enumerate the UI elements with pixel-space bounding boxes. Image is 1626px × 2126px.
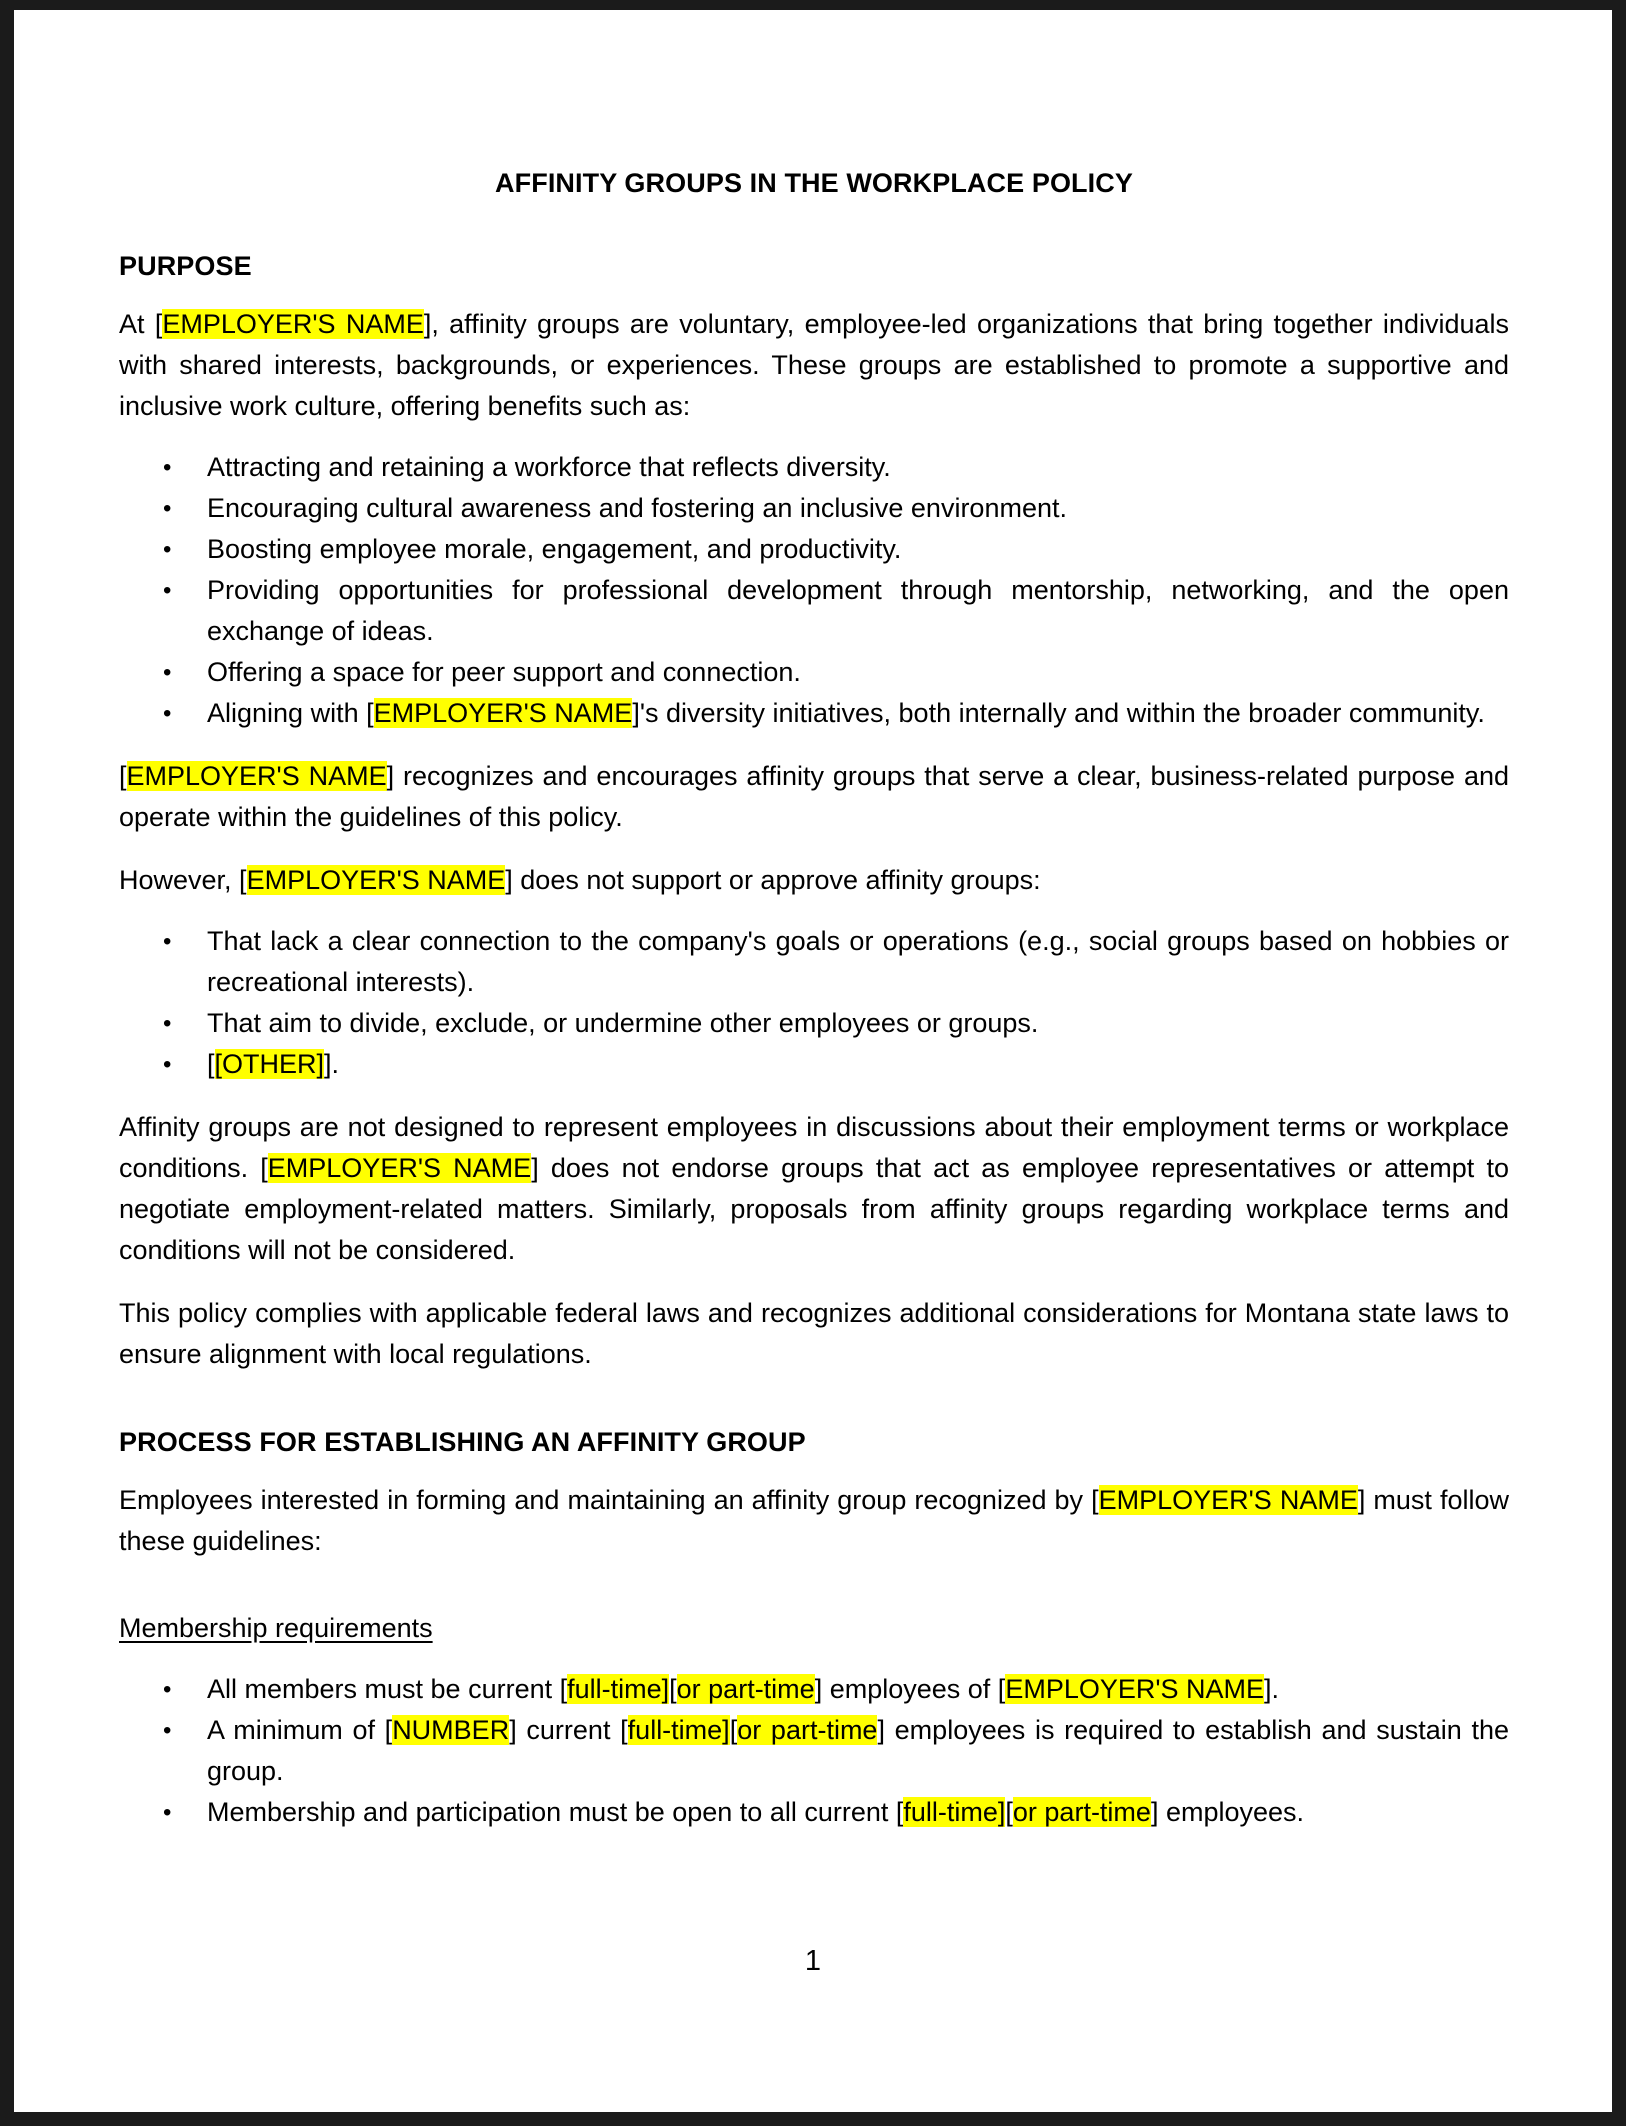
however-after: ] does not support or approve affinity groups: (505, 865, 1041, 895)
list-item (119, 1792, 1509, 1833)
compliance-paragraph: This policy complies with applicable federal laws and recognizes additional considerations for Montana state laws to ensure alignment with local regulations. (119, 1298, 1509, 1369)
membership-part-3: ] employees. (1150, 1797, 1305, 1827)
document-page (14, 10, 1612, 2112)
placeholder-employer-name: EMPLOYER'S NAME (162, 309, 424, 339)
list-item (119, 1003, 1509, 1044)
membership-requirements-list (119, 1649, 1509, 1833)
placeholder-full-time: full-time] (627, 1715, 730, 1745)
list-item (119, 1044, 1509, 1085)
section-heading-process: PROCESS FOR ESTABLISHING AN AFFINITY GROUP (119, 1427, 806, 1457)
process-intro-before: Employees interested in forming and maintaining an affinity group recognized by [ (119, 1485, 1099, 1515)
placeholder-other: [OTHER] (214, 1049, 325, 1079)
exclusions-list (119, 901, 1509, 1085)
membership-part-2: [ (1005, 1797, 1013, 1827)
not-designed-after: ] does not endorse groups that act as employee representatives or attempt to negotiate employment-related matters. Similarly, proposals from affinity groups regarding workplace terms and conditions will not be considered. (119, 1153, 1509, 1265)
membership-part-1: Membership and participation must be open to all current [ (207, 1797, 904, 1827)
exclusion-text: That lack a clear connection to the company's goals or operations (e.g., social groups based on hobbies or recreational interests). (207, 926, 1509, 997)
placeholder-employer-name: EMPLOYER'S NAME (246, 865, 506, 895)
section-heading-purpose: PURPOSE (119, 251, 252, 281)
document-content (119, 10, 1509, 1833)
however-paragraph (119, 838, 1509, 901)
purpose-intro-after: ], affinity groups are voluntary, employee-led organizations that bring together individuals with shared interests, backgrounds, or experiences. These groups are established to promote a supportive and inclusive work culture, offering benefits such as: (119, 309, 1510, 421)
benefit-text: Providing opportunities for professional development through mentorship, networking, and the open exchange of ideas. (207, 575, 1509, 646)
not-designed-paragraph (119, 1085, 1509, 1271)
recognizes-paragraph (119, 734, 1509, 838)
document-title: AFFINITY GROUPS IN THE WORKPLACE POLICY (495, 168, 1133, 198)
list-item (119, 488, 1509, 529)
list-item (119, 447, 1509, 488)
benefits-list (119, 427, 1509, 734)
page-number: 1 (804, 1945, 822, 1977)
process-intro-paragraph (119, 1458, 1509, 1562)
placeholder-full-time: full-time] (903, 1797, 1006, 1827)
placeholder-number: NUMBER (392, 1715, 510, 1745)
placeholder-employer-name: EMPLOYER'S NAME (373, 698, 633, 728)
list-item (119, 921, 1509, 1003)
placeholder-full-time: full-time] (567, 1674, 670, 1704)
benefit-text: Boosting employee morale, engagement, and productivity. (207, 534, 902, 564)
benefit-before: Aligning with [ (207, 698, 374, 728)
list-item (119, 570, 1509, 652)
placeholder-or-part-time: or part-time (676, 1674, 815, 1704)
placeholder-employer-name: EMPLOYER'S NAME (267, 1153, 532, 1183)
benefit-text: Offering a space for peer support and connection. (207, 657, 801, 687)
purpose-intro-paragraph (119, 282, 1509, 427)
list-item (119, 1710, 1509, 1792)
membership-part-2: ] current [ (509, 1715, 628, 1745)
placeholder-employer-name: EMPLOYER'S NAME (1098, 1485, 1358, 1515)
list-item (119, 693, 1509, 734)
membership-part-4: ]. (1264, 1674, 1280, 1704)
benefit-after: ]'s diversity initiatives, both internally and within the broader community. (632, 698, 1485, 728)
process-intro-after: ] must follow these guidelines: (119, 1485, 1509, 1556)
however-before: However, [ (119, 865, 247, 895)
membership-part-1: All members must be current [ (207, 1674, 568, 1704)
membership-requirements-heading-wrap (119, 1562, 1509, 1649)
placeholder-or-part-time: or part-time (737, 1715, 878, 1745)
exclusion-text: That aim to divide, exclude, or undermine other employees or groups. (207, 1008, 1039, 1038)
benefit-text: Attracting and retaining a workforce that reflects diversity. (207, 452, 891, 482)
membership-part-1: A minimum of [ (207, 1715, 393, 1745)
placeholder-or-part-time: or part-time (1012, 1797, 1151, 1827)
membership-part-3: [ (729, 1715, 738, 1745)
membership-part-4: ] employees is required to establish and sustain the group. (207, 1715, 1509, 1786)
benefit-text: Encouraging cultural awareness and fostering an inclusive environment. (207, 493, 1067, 523)
recognizes-before: [ (119, 761, 127, 791)
membership-requirements-heading: Membership requirements (119, 1613, 433, 1643)
list-item (119, 652, 1509, 693)
placeholder-employer-name: EMPLOYER'S NAME (1005, 1674, 1265, 1704)
exclusion-after: ]. (324, 1049, 340, 1079)
membership-part-3: ] employees of [ (814, 1674, 1006, 1704)
purpose-intro-before: At [ (119, 309, 163, 339)
list-item (119, 1669, 1509, 1710)
membership-part-2: [ (669, 1674, 677, 1704)
list-item (119, 529, 1509, 570)
recognizes-after: ] recognizes and encourages affinity groups that serve a clear, business-related purpose and operate within the guidelines of this policy. (119, 761, 1509, 832)
exclusion-before: [ (207, 1049, 215, 1079)
placeholder-employer-name: EMPLOYER'S NAME (126, 761, 387, 791)
not-designed-before: Affinity groups are not designed to represent employees in discussions about their employment terms or workplace conditions. [ (119, 1112, 1509, 1183)
